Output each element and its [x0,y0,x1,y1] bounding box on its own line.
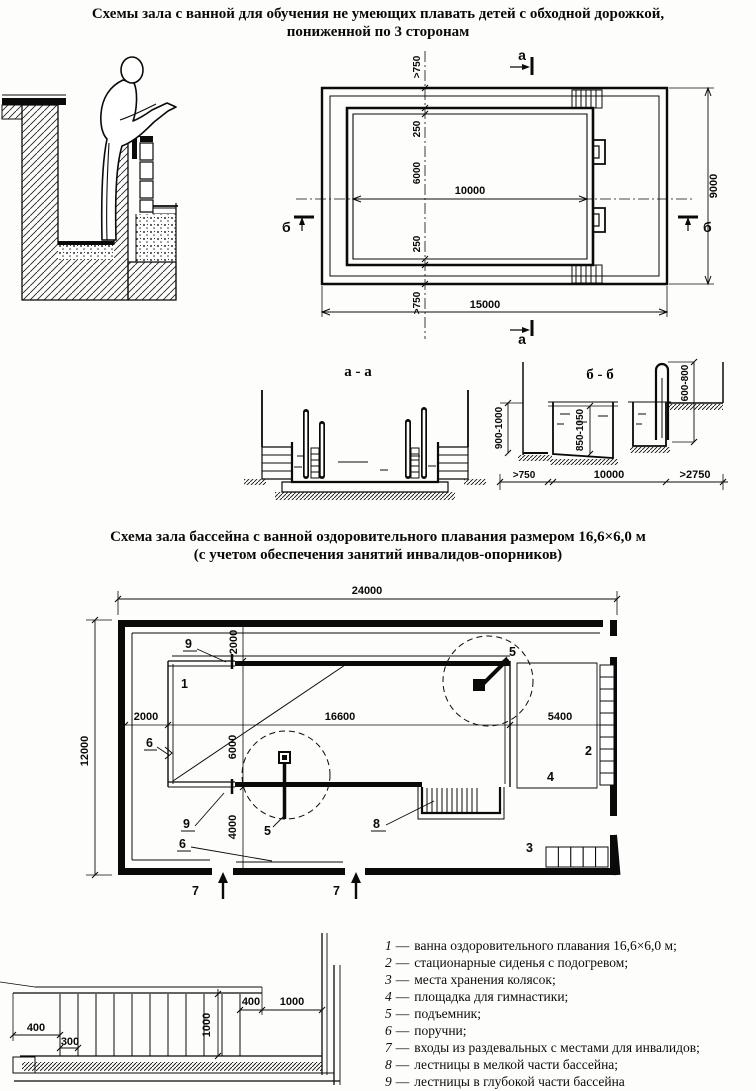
dim-6000: 6000 [227,734,239,760]
legend-text: лестницы в мелкой части бассейна; [414,1057,619,1072]
legend-item-9 [385,1073,753,1090]
plan1-walls [322,88,667,284]
dim-400-left: 400 [26,1022,46,1034]
section-mark-a-bottom: а [518,331,526,347]
dim-250-bot: 250 [412,235,423,253]
section-a-a-ladders [306,410,424,478]
legend-num: 6 [385,1023,392,1038]
label-stairs-8: 8 [373,817,380,831]
label-storage-3: 3 [526,841,533,855]
legend-dash: — [395,955,410,970]
plan2-number-labels [146,637,592,898]
figure2-title-line2: (с учетом обеспечения занятий инвалидов-опорников) [193,547,563,563]
legend-item-2 [385,954,753,971]
label-seats-2: 2 [585,744,592,758]
section-a-a-drawing [230,350,500,510]
dim-750-bot: >750 [412,291,423,315]
dim-750: >750 [512,470,536,481]
stair-dim-texts [27,996,304,1048]
plan2-inner-dimensions [121,623,614,871]
heated-seats-row [600,665,614,785]
label-lift-bottom-5: 5 [264,824,271,838]
plan2-pool [168,654,510,794]
dim-1000-v: 1000 [201,1012,213,1038]
legend-dash: — [395,1074,410,1089]
legend-dash: — [395,1023,410,1038]
figure2-legend [385,937,753,1090]
legend-num: 1 [385,938,392,953]
label-entrance-left-7: 7 [192,884,199,898]
plan1-centerlines [296,51,692,339]
section-mark-b-right: б [703,219,712,235]
section-a-a-structure [244,390,486,500]
dim-1000-h: 1000 [279,996,305,1008]
dim-750-top: >750 [412,55,423,79]
dim-400-right: 400 [241,996,261,1008]
plan2-handrail-lines [132,633,600,862]
figure1-title-line1: Схемы зала с ванной для обучения не умеющих плавать детей с обходной дорожкой, [91,6,665,22]
concrete-structure [2,95,178,300]
dim-5400: 5400 [547,711,573,723]
section-mark-b-left: б [282,219,291,235]
legend-num: 7 [385,1040,392,1055]
label-entrance-right-7: 7 [333,884,340,898]
legend-text: площадка для гимнастики; [414,989,569,1004]
section-a-a-title: а - а [344,364,372,380]
dim-2750: >2750 [679,469,711,481]
section-b-b-structure [518,362,723,465]
dim-6000: 6000 [412,161,423,185]
wheelchair-storage [546,847,608,867]
plan1-dimensions [322,85,714,317]
legend-dash: — [395,938,410,953]
plan2-walls [118,620,617,875]
legend-num: 4 [385,989,392,1004]
legend-text: лестницы в глубокой части бассейна [414,1074,625,1089]
legend-num: 5 [385,1006,392,1021]
legend-text: поручни; [414,1023,467,1038]
figure2-title [0,528,756,564]
plan1-ladders [593,140,605,232]
legend-text: ванна оздоровительного плавания 16,6×6,0 м; [414,938,677,953]
plan-teaching-pool [280,45,756,345]
plan2-lift-bottom [242,731,330,819]
dim-24000: 24000 [351,585,383,597]
legend-text: подъемник; [414,1006,481,1021]
gymnastics-area [517,663,597,788]
stair-structure [0,933,340,1085]
section-b-b-title: б - б [586,367,614,383]
legend-item-4 [385,988,753,1005]
legend-dash: — [395,1057,410,1072]
stair-detail-drawing [0,915,370,1091]
label-stairs-9-top: 9 [185,637,192,651]
dim-2000-v: 2000 [228,629,240,655]
plan1-dim-texts [412,55,720,314]
legend-text: стационарные сиденья с подогревом; [414,955,629,970]
legend-num: 2 [385,955,392,970]
dim-10000: 10000 [593,469,625,481]
legend-item-8 [385,1056,753,1073]
label-stairs-9-bottom: 9 [183,817,190,831]
walkway-cross-section-drawing [2,48,227,348]
legend-item-7 [385,1039,753,1056]
legend-item-3 [385,971,753,988]
legend-dash: — [395,1006,410,1021]
plan-health-pool [60,575,756,905]
label-gym-4: 4 [547,770,554,784]
plan2-lift-top [443,636,533,726]
legend-item-1 [385,937,753,954]
dim-16600: 16600 [324,711,356,723]
legend-dash: — [395,989,410,1004]
figure1-title-line2: пониженной по 3 сторонам [286,24,470,40]
dim-9000: 9000 [708,173,720,199]
legend-text: входы из раздевальных с местами для инвалидов; [414,1040,700,1055]
label-pool-1: 1 [181,677,188,691]
label-lift-top-5: 5 [509,645,516,659]
legend-num: 8 [385,1057,392,1072]
section-mark-a-top: а [518,47,526,63]
legend-item-6 [385,1022,753,1039]
section-b-b-drawing [494,350,756,510]
legend-num: 9 [385,1074,392,1089]
figure2-title-line1: Схема зала бассейна с ванной оздоровительного плавания размером 16,6×6,0 м [110,529,646,545]
dim-2000-h: 2000 [133,711,159,723]
figure1-title [0,5,756,41]
dim-4000: 4000 [227,814,239,840]
label-rail-left-6: 6 [146,736,153,750]
dim-15000: 15000 [469,299,501,311]
dim-10000: 10000 [454,185,486,197]
dim-600-800: 600-800 [680,364,691,402]
dim-900-1000: 900-1000 [494,406,505,450]
legend-dash: — [395,1040,410,1055]
dim-12000: 12000 [79,735,91,767]
legend-item-5 [385,1005,753,1022]
dim-850-1050: 850-1050 [575,408,586,452]
plan2-outer-dimensions [86,591,620,878]
legend-text: места хранения колясок; [414,972,556,987]
legend-num: 3 [385,972,392,987]
label-rail-bottom-6: 6 [179,837,186,851]
dim-250-top: 250 [412,120,423,138]
legend-dash: — [395,972,410,987]
dim-300: 300 [60,1036,80,1048]
